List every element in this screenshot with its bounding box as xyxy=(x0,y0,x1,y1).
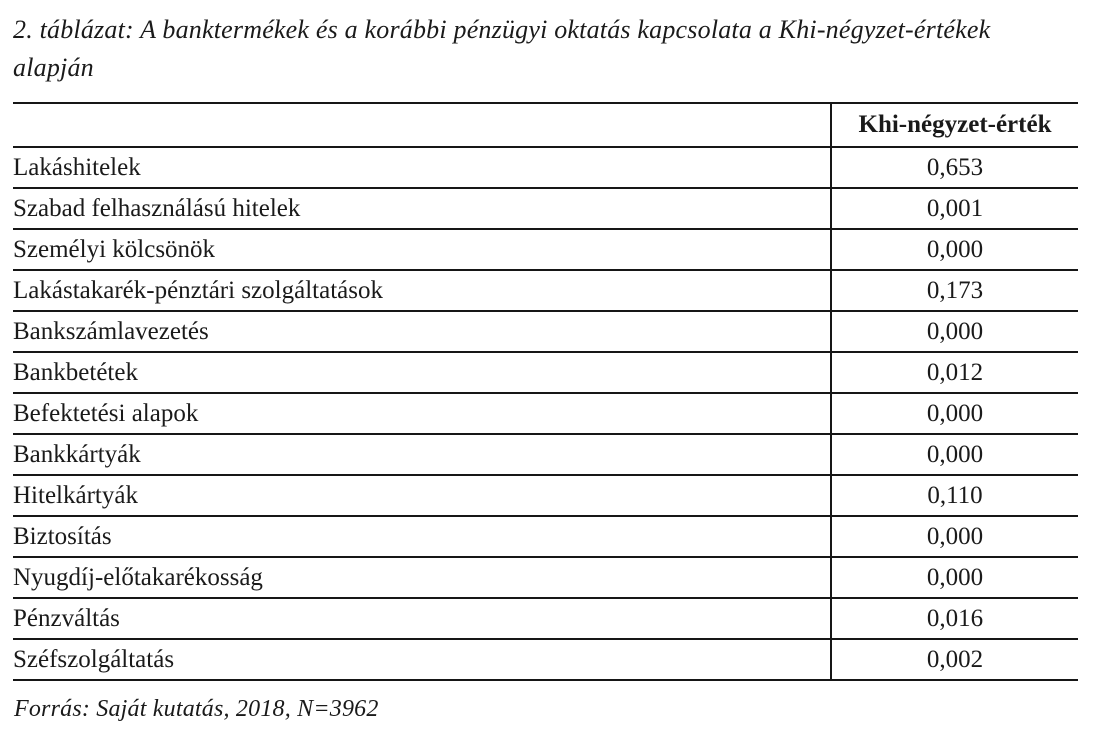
table-row xyxy=(13,311,1078,352)
chi-value-cell: 0,002 xyxy=(831,639,1078,680)
table-row xyxy=(13,557,1078,598)
chi-value-cell: 0,000 xyxy=(831,311,1078,352)
table-row xyxy=(13,639,1078,680)
column-header-khi-negyzet-ertek: Khi-négyzet-érték xyxy=(831,103,1078,147)
chi-value-cell: 0,001 xyxy=(831,188,1078,229)
column-header-empty xyxy=(13,103,831,147)
product-label-cell: Szabad felhasználású hitelek xyxy=(13,194,301,222)
product-label-cell: Széfszolgáltatás xyxy=(13,645,175,673)
table-row xyxy=(13,188,1078,229)
table-row xyxy=(13,147,1078,188)
product-label-cell: Nyugdíj-előtakarékosság xyxy=(13,563,263,591)
table-row xyxy=(13,516,1078,557)
product-label-cell: Befektetési alapok xyxy=(13,399,199,427)
chi-value-cell: 0,110 xyxy=(831,475,1078,516)
product-label-cell: Lakáshitelek xyxy=(13,153,141,181)
product-label-cell: Bankbetétek xyxy=(13,358,138,386)
product-label-cell: Bankkártyák xyxy=(13,440,141,468)
table-row xyxy=(13,393,1078,434)
chi-value-cell: 0,000 xyxy=(831,229,1078,270)
table-caption: 2. táblázat: A banktermékek és a korábbi pénzügyi oktatás kapcsolata a Khi-négyzet-értékek alapján xyxy=(13,15,991,82)
product-label-cell: Bankszámlavezetés xyxy=(13,317,209,345)
chi-value-cell: 0,016 xyxy=(831,598,1078,639)
table-row xyxy=(13,352,1078,393)
chi-value-cell: 0,173 xyxy=(831,270,1078,311)
product-label-cell: Személyi kölcsönök xyxy=(13,235,216,263)
product-label-cell: Biztosítás xyxy=(13,522,112,550)
table-header-row xyxy=(13,103,1078,147)
table-body xyxy=(13,147,1078,680)
table-row xyxy=(13,434,1078,475)
chi-square-table xyxy=(13,102,1078,681)
chi-value-cell: 0,012 xyxy=(831,352,1078,393)
chi-value-cell: 0,000 xyxy=(831,434,1078,475)
chi-value-cell: 0,000 xyxy=(831,557,1078,598)
table-row xyxy=(13,229,1078,270)
table-row xyxy=(13,598,1078,639)
table-row xyxy=(13,475,1078,516)
table-row xyxy=(13,270,1078,311)
product-label-cell: Hitelkártyák xyxy=(13,481,138,509)
product-label-cell: Lakástakarék-pénztári szolgáltatások xyxy=(13,276,383,304)
chi-value-cell: 0,653 xyxy=(831,147,1078,188)
product-label-cell: Pénzváltás xyxy=(13,604,120,632)
source-note: Forrás: Saját kutatás, 2018, N=3962 xyxy=(14,696,379,722)
chi-value-cell: 0,000 xyxy=(831,393,1078,434)
chi-value-cell: 0,000 xyxy=(831,516,1078,557)
